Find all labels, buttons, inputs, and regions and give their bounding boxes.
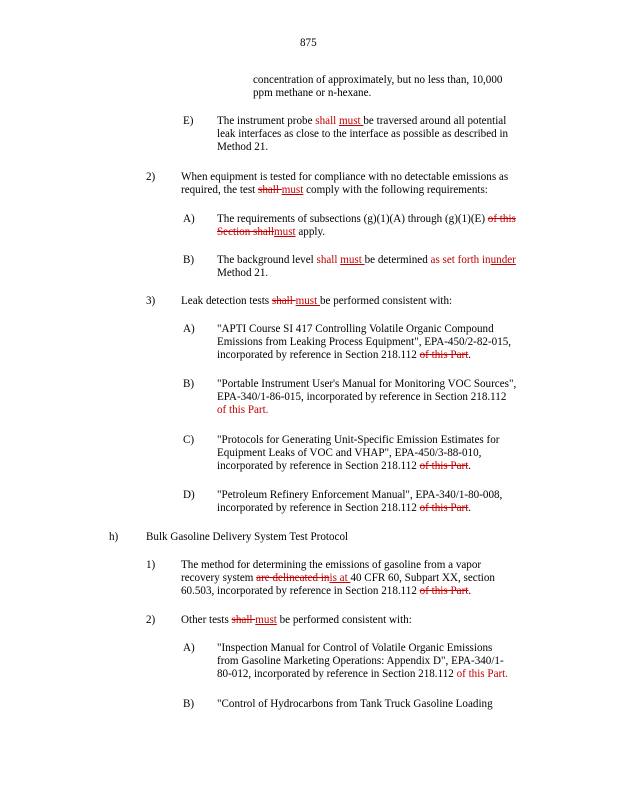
- amended-text: shall: [315, 115, 340, 127]
- text-line: [217, 349, 471, 362]
- deleted-text: of this Part: [419, 502, 469, 515]
- text-segment: .: [468, 585, 472, 598]
- item-label: B): [183, 378, 195, 390]
- inserted-text: must: [295, 295, 320, 307]
- text-segment: .: [468, 502, 472, 515]
- item-label: B): [183, 698, 195, 710]
- text-line: [217, 323, 494, 336]
- text-line: [181, 295, 452, 308]
- text-segment: incorporated by reference in Section 218.112: [217, 502, 420, 515]
- text-segment: "Portable Instrument User's Manual for Monitoring VOC Sources",: [217, 378, 517, 390]
- text-line: [217, 502, 471, 515]
- item-label: C): [183, 434, 195, 446]
- item-label: A): [183, 323, 195, 335]
- inserted-text: must: [281, 184, 304, 197]
- item-label: 2): [146, 171, 156, 183]
- text-line: [217, 254, 516, 267]
- item-label: B): [183, 254, 195, 266]
- text-line: [217, 489, 502, 502]
- text-line: [217, 267, 268, 280]
- text-segment: "Petroleum Refinery Enforcement Manual", EPA-340/1-80-008,: [217, 489, 503, 501]
- text-segment: .: [468, 460, 472, 473]
- text-line: [181, 171, 508, 184]
- text-segment: be traversed around all potential: [363, 115, 507, 127]
- item-label: A): [183, 213, 195, 225]
- text-segment: be performed consistent with:: [319, 295, 453, 307]
- text-line: [181, 614, 412, 627]
- text-line: [217, 128, 508, 141]
- text-line: [217, 642, 492, 655]
- text-segment: The requirements of subsections (g)(1)(A) through (g)(1)(E): [217, 213, 488, 225]
- text-segment: When equipment is tested for compliance with no detectable emissions as: [181, 171, 509, 183]
- text-line: [181, 585, 471, 598]
- text-line: [217, 226, 325, 239]
- text-line: [217, 460, 471, 473]
- text-line: [181, 572, 495, 585]
- deleted-text: of this Part: [419, 460, 469, 473]
- deleted-text: Section shall: [217, 226, 275, 239]
- text-segment: The method for determining the emissions of gasoline from a vapor: [181, 559, 482, 571]
- text-line: [253, 87, 371, 100]
- inserted-text: must: [255, 614, 277, 626]
- deleted-text: of this Part: [419, 349, 469, 362]
- text-segment: 60.503, incorporated by reference in Section 218.112: [181, 585, 420, 598]
- text-segment: Other tests: [181, 614, 232, 626]
- item-label: 3): [146, 295, 156, 307]
- deleted-text: are delineated in: [256, 572, 330, 585]
- text-line: [217, 213, 516, 226]
- inserted-text: under: [490, 254, 516, 266]
- text-segment: "Inspection Manual for Control of Volatile Organic Emissions: [217, 642, 493, 654]
- inserted-text: must: [340, 254, 365, 266]
- amended-text: of this Part.: [456, 668, 509, 681]
- text-segment: be performed consistent with:: [276, 614, 412, 626]
- text-segment: "Protocols for Generating Unit-Specific Emission Estimates for: [217, 434, 500, 446]
- text-segment: apply.: [295, 226, 326, 239]
- text-segment: recovery system: [181, 572, 257, 585]
- inserted-text: is at: [329, 572, 351, 585]
- item-label: A): [183, 642, 195, 654]
- text-segment: concentration of approximately, but no less than, 10,000: [253, 74, 503, 86]
- page-number: 875: [300, 37, 317, 49]
- text-line: [217, 391, 506, 404]
- item-label: E): [183, 115, 194, 127]
- inserted-text: must: [339, 115, 364, 127]
- text-segment: "Control of Hydrocarbons from Tank Truck Gasoline Loading: [217, 698, 493, 710]
- deleted-text: of this Part: [419, 585, 469, 598]
- text-line: [217, 698, 493, 711]
- text-segment: .: [468, 349, 472, 362]
- text-line: [217, 404, 268, 417]
- text-segment: Method 21.: [217, 141, 269, 154]
- amended-text: of this Part.: [217, 404, 269, 417]
- deleted-text: shall: [271, 295, 296, 307]
- text-segment: incorporated by reference in Section 218.112: [217, 460, 420, 473]
- text-segment: The background level: [217, 254, 317, 266]
- text-segment: The instrument probe: [217, 115, 316, 127]
- text-line: [181, 184, 488, 197]
- text-segment: leak interfaces as close to the interface as possible as described in: [217, 128, 509, 141]
- text-segment: Emissions from Leaking Process Equipment", EPA-450/2-82-015,: [217, 336, 512, 349]
- text-segment: Bulk Gasoline Delivery System Test Protocol: [146, 531, 349, 543]
- text-segment: from Gasoline Marketing Operations: Appendix D", EPA-340/1-: [217, 655, 504, 668]
- text-line: [146, 531, 348, 544]
- text-segment: Equipment Leaks of VOC and VHAP", EPA-450/3-88-010,: [217, 447, 482, 460]
- text-line: [181, 559, 481, 572]
- item-label: D): [183, 489, 195, 501]
- text-line: [217, 115, 506, 128]
- text-segment: incorporated by reference in Section 218.112: [217, 349, 420, 362]
- text-line: [217, 378, 516, 391]
- inserted-text: must: [274, 226, 296, 239]
- text-segment: EPA-340/1-86-015, incorporated by reference in Section 218.112: [217, 391, 507, 404]
- text-segment: ppm methane or n-hexane.: [253, 87, 372, 100]
- amended-text: shall: [316, 254, 341, 266]
- text-segment: "APTI Course SI 417 Controlling Volatile Organic Compound: [217, 323, 494, 335]
- text-line: [217, 447, 481, 460]
- item-label: h): [109, 531, 119, 543]
- text-segment: required, the test: [181, 184, 259, 197]
- text-line: [217, 336, 511, 349]
- text-line: [217, 655, 504, 668]
- text-line: [253, 74, 502, 87]
- item-label: 1): [146, 559, 156, 571]
- text-line: [217, 141, 268, 154]
- text-segment: 40 CFR 60, Subpart XX, section: [350, 572, 495, 585]
- text-segment: comply with the following requirements:: [303, 184, 488, 197]
- deleted-text: of this: [487, 213, 516, 225]
- text-segment: Method 21.: [217, 267, 269, 280]
- amended-text: as set forth in: [430, 254, 491, 266]
- text-segment: Leak detection tests: [181, 295, 272, 307]
- deleted-text: shall: [258, 184, 282, 197]
- item-label: 2): [146, 614, 156, 626]
- text-segment: 80-012, incorporated by reference in Section 218.112: [217, 668, 457, 681]
- text-segment: be determined: [364, 254, 431, 266]
- text-line: [217, 434, 499, 447]
- deleted-text: shall: [231, 614, 256, 626]
- text-line: [217, 668, 508, 681]
